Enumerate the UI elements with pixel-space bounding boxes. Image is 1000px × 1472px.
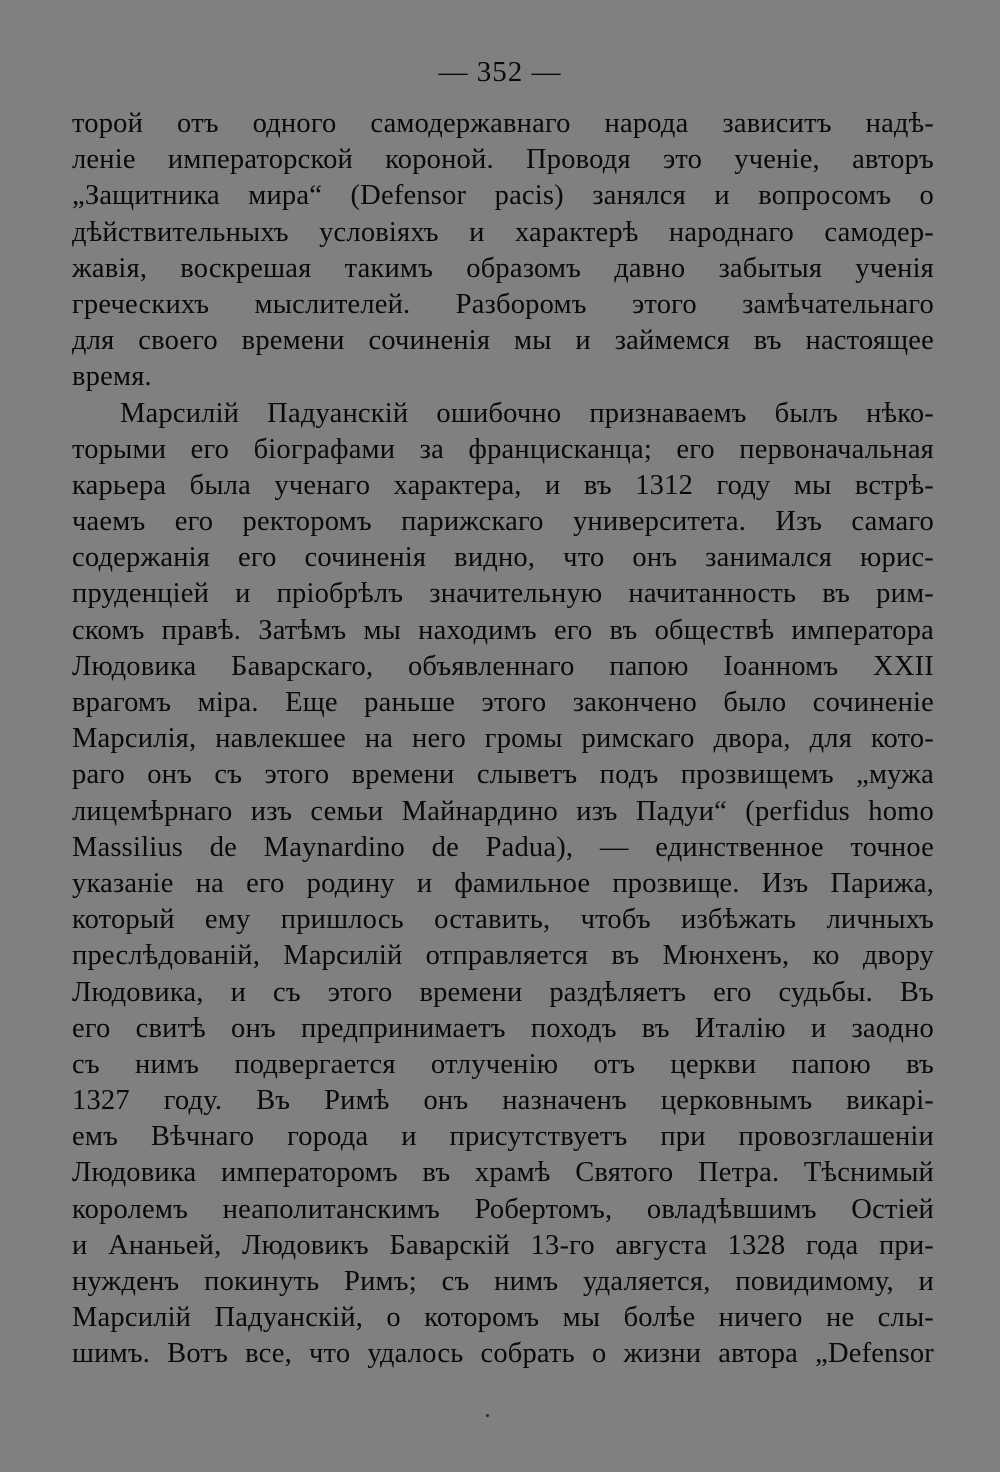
text-line: дѣйствительныхъ условіяхъ и характерѣ народнаго самодер- bbox=[72, 216, 934, 248]
text-line: Людовика императоромъ въ храмѣ Святого Петра. Тѣснимый bbox=[72, 1157, 934, 1189]
text-line: емъ Вѣчнаго города и присутствуетъ при провозглашеніи bbox=[72, 1121, 934, 1153]
page-number: — 352 — bbox=[438, 56, 562, 88]
paragraph bbox=[72, 396, 934, 1373]
text-line: его свитѣ онъ предпринимаетъ походъ въ Италію и заодно bbox=[72, 1012, 934, 1044]
text-line: нужденъ покинуть Римъ; съ нимъ удаляется, повидимому, и bbox=[72, 1266, 934, 1297]
text-line: преслѣдованій, Марсилій отправляется въ Мюнхенъ, ко двору bbox=[72, 940, 934, 972]
text-line: греческихъ мыслителей. Разборомъ этого замѣчательнаго bbox=[72, 288, 934, 320]
text-line: Марсилій Падуанскій ошибочно признаваемъ былъ нѣко- bbox=[120, 397, 934, 429]
text-line: „Защитника мира“ (Defensor pacis) занялся и вопросомъ о bbox=[72, 180, 934, 212]
text-line: лицемѣрнаго изъ семьи Майнардино изъ Падуи“ (perfidus homo bbox=[72, 795, 934, 827]
text-line: Людовика, и съ этого времени раздѣляетъ его судьбы. Въ bbox=[72, 976, 934, 1008]
text-line: чаемъ его ректоромъ парижскаго университета. Изъ самаго bbox=[72, 506, 934, 538]
text-line: для своего времени сочиненія мы и займемся въ настоящее bbox=[72, 325, 934, 357]
text-line: жавія, воскрешая такимъ образомъ давно забытыя ученія bbox=[72, 252, 934, 284]
text-line: Марсилія, навлекшее на него громы римскаго двора, для кото- bbox=[72, 723, 934, 755]
text-line: 1327 году. Въ Римѣ онъ назначенъ церковнымъ викарі- bbox=[72, 1085, 934, 1117]
text-line: торой отъ одного самодержавнаго народа зависитъ надѣ- bbox=[72, 108, 934, 139]
text-line: раго онъ съ этого времени слыветъ подъ прозвищемъ „мужа bbox=[72, 759, 934, 791]
text-line: съ нимъ подвергается отлученію отъ церкви папою въ bbox=[72, 1048, 934, 1080]
text-line: карьера была ученаго характера, и въ 1312 году мы встрѣ- bbox=[72, 469, 934, 501]
text-line: пруденціей и пріобрѣлъ значительную начитанность въ рим- bbox=[72, 578, 934, 610]
paragraph bbox=[72, 106, 934, 396]
body-text bbox=[72, 106, 934, 1373]
text-line: Марсилій Падуанскій, о которомъ мы болѣе ничего не слы- bbox=[72, 1302, 934, 1334]
text-line: Massilius de Maynardino de Padua), — единственное точное bbox=[72, 831, 934, 863]
text-line: шимъ. Вотъ все, что удалось собрать о жизни автора „Defensor bbox=[72, 1338, 934, 1370]
text-line: скомъ правѣ. Затѣмъ мы находимъ его въ обществѣ императора bbox=[72, 614, 934, 646]
text-line: леніе императорской короной. Проводя это ученіе, авторъ bbox=[72, 144, 934, 176]
text-line: время. bbox=[72, 361, 152, 393]
paper-speck bbox=[486, 1414, 489, 1417]
text-line: торыми его біографами за францисканца; его первоначальная bbox=[72, 433, 934, 465]
text-line: Людовика Баварскаго, объявленнаго папою Іоанномъ XXII bbox=[72, 650, 934, 682]
text-line: врагомъ міра. Еще раньше этого закончено было сочиненіе bbox=[72, 687, 934, 718]
text-line: королемъ неаполитанскимъ Робертомъ, овладѣвшимъ Остіей bbox=[72, 1193, 934, 1225]
text-line: содержанія его сочиненія видно, что онъ занимался юрис- bbox=[72, 542, 934, 574]
text-line: и Ананьей, Людовикъ Баварскій 13-го августа 1328 года при- bbox=[72, 1229, 934, 1261]
text-line: который ему пришлось оставить, чтобъ избѣжать личныхъ bbox=[72, 904, 934, 936]
text-line: указаніе на его родину и фамильное прозвище. Изъ Парижа, bbox=[72, 867, 934, 899]
